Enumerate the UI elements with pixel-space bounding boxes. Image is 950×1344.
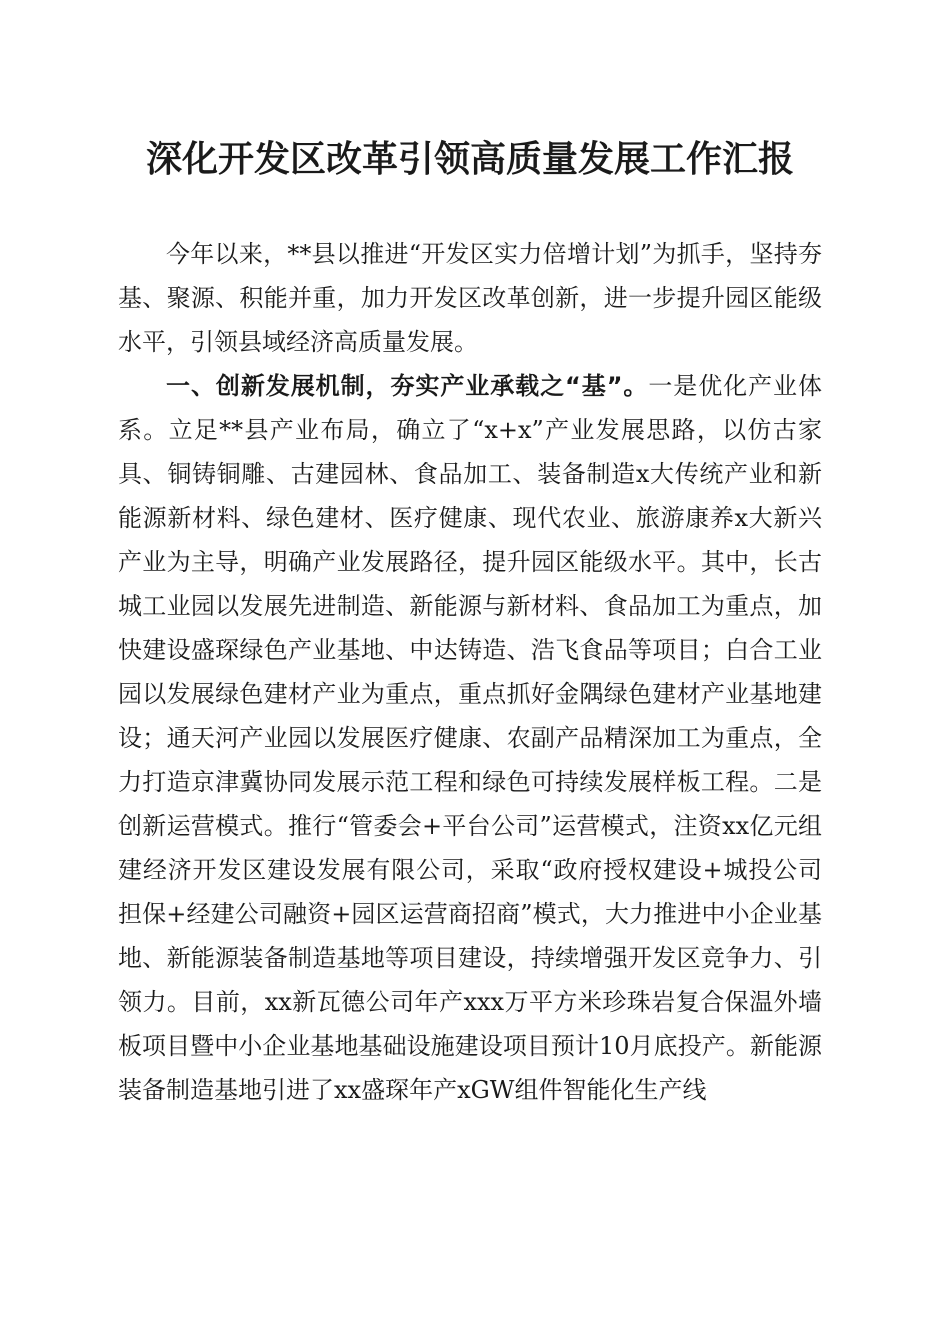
document-body bbox=[118, 232, 822, 1112]
section-1-body: 一是优化产业体系。立足**县产业布局，确立了“x+x”产业发展思路，以仿古家具、铜铸铜雕、古建园林、食品加工、装备制造x大传统产业和新能源新材料、绿色建材、医疗健康、现代农业、旅游康养x大新兴产业为主导，明确产业发展路径，提升园区能级水平。其中，长古城工业园以发展先进制造、新能源与新材料、食品加工为重点，加快建设盛琛绿色产业基地、中达铸造、浩飞食品等项目；白合工业园以发展绿色建材产业为重点，重点抓好金隅绿色建材产业基地建设；通天河产业园以发展医疗健康、农副产品精深加工为重点，全力打造京津冀协同发展示范工程和绿色可持续发展样板工程。二是创新运营模式。推行“管委会+平台公司”运营模式，注资xx亿元组建经济开发区建设发展有限公司，采取“政府授权建设+城投公司担保+经建公司融资+园区运营商招商”模式，大力推进中小企业基地、新能源装备制造基地等项目建设，持续增强开发区竞争力、引领力。目前，xx新瓦德公司年产xxx万平方米珍珠岩复合保温外墙板项目暨中小企业基地基础设施建设项目预计10月底投产。新能源装备制造基地引进了xx盛琛年产xGW组件智能化生产线 bbox=[118, 372, 823, 1104]
section-1-heading: 一、创新发展机制，夯实产业承载之“基”。 bbox=[166, 372, 649, 400]
document-title: 深化开发区改革引领高质量发展工作汇报 bbox=[145, 138, 794, 180]
section-1-paragraph bbox=[118, 364, 822, 1112]
intro-paragraph: 今年以来，**县以推进“开发区实力倍增计划”为抓手，坚持夯基、聚源、积能并重，加力开发区改革创新，进一步提升园区能级水平，引领县域经济高质量发展。 bbox=[118, 240, 822, 356]
